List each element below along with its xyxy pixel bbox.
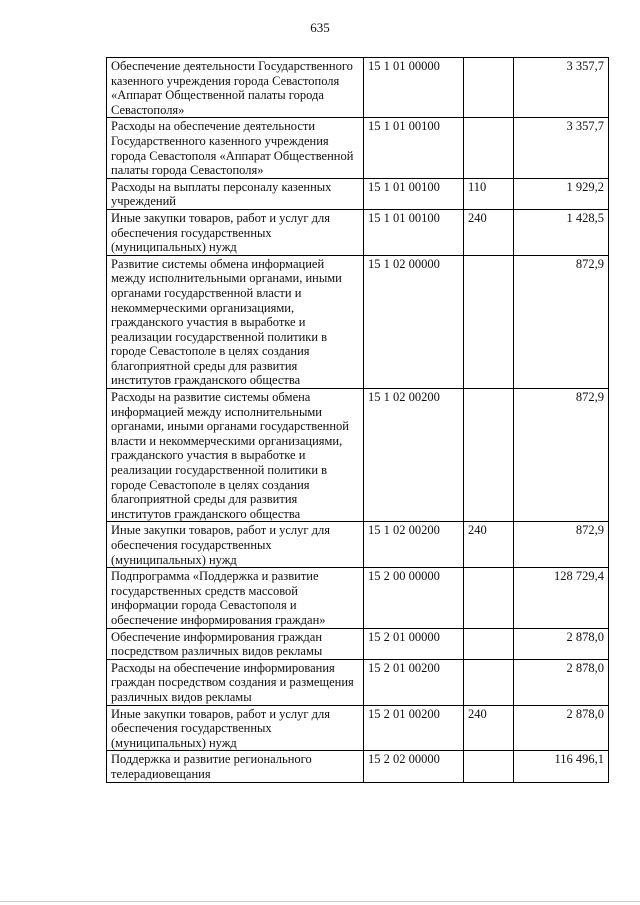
row-target-code: 15 1 02 00200: [364, 522, 464, 568]
row-amount: 2 878,0: [514, 628, 609, 659]
row-amount: 116 496,1: [514, 751, 609, 782]
table-row: [107, 522, 609, 568]
row-target-code: 15 2 01 00000: [364, 628, 464, 659]
row-expense-type: 240: [464, 522, 514, 568]
row-name: Иные закупки товаров, работ и услуг для обеспечения государственных (муниципальных) нужд: [107, 209, 364, 255]
row-target-code: 15 2 00 00000: [364, 568, 464, 628]
row-amount: 1 428,5: [514, 209, 609, 255]
page-bottom-edge: [0, 901, 640, 902]
row-name: Обеспечение деятельности Государственного казенного учреждения города Севастополя «Аппарат Общественной палаты города Севастополя»: [107, 58, 364, 118]
row-target-code: 15 1 01 00100: [364, 209, 464, 255]
page-number: 635: [310, 20, 330, 35]
row-expense-type: [464, 389, 514, 522]
row-amount: 872,9: [514, 522, 609, 568]
table-row: [107, 705, 609, 751]
row-expense-type: [464, 568, 514, 628]
row-amount: 3 357,7: [514, 58, 609, 118]
row-expense-type: [464, 751, 514, 782]
row-name: Иные закупки товаров, работ и услуг для обеспечения государственных (муниципальных) нужд: [107, 522, 364, 568]
table-row: [107, 58, 609, 118]
table-row: [107, 209, 609, 255]
row-name: Поддержка и развитие регионального телерадиовещания: [107, 751, 364, 782]
table-row: [107, 389, 609, 522]
row-target-code: 15 2 01 00200: [364, 705, 464, 751]
row-expense-type: [464, 255, 514, 388]
row-target-code: 15 1 01 00100: [364, 178, 464, 209]
row-amount: 128 729,4: [514, 568, 609, 628]
row-name: Расходы на обеспечение деятельности Государственного казенного учреждения города Севастополя «Аппарат Общественной палаты города Севастополя»: [107, 118, 364, 178]
row-expense-type: 240: [464, 209, 514, 255]
row-expense-type: [464, 118, 514, 178]
row-expense-type: [464, 58, 514, 118]
row-amount: 3 357,7: [514, 118, 609, 178]
row-name: Расходы на выплаты персоналу казенных учреждений: [107, 178, 364, 209]
row-name: Расходы на обеспечение информирования граждан посредством создания и размещения различных видов рекламы: [107, 659, 364, 705]
table-row: [107, 255, 609, 388]
row-target-code: 15 1 02 00200: [364, 389, 464, 522]
row-expense-type: 240: [464, 705, 514, 751]
row-name: Расходы на развитие системы обмена информацией между исполнительными органами, иными органами государственной власти и некоммерческими организациями, гражданского участия в выработке и реализации государственной политики в городе Севастополе в целях создания благоприятной среды для развития институтов гражданского общества: [107, 389, 364, 522]
row-expense-type: 110: [464, 178, 514, 209]
table-row: [107, 628, 609, 659]
table-row: [107, 751, 609, 782]
table-row: [107, 659, 609, 705]
row-expense-type: [464, 659, 514, 705]
row-target-code: 15 2 02 00000: [364, 751, 464, 782]
row-amount: 872,9: [514, 389, 609, 522]
row-amount: 2 878,0: [514, 659, 609, 705]
budget-table: [106, 57, 609, 783]
row-amount: 872,9: [514, 255, 609, 388]
row-amount: 2 878,0: [514, 705, 609, 751]
row-target-code: 15 1 02 00000: [364, 255, 464, 388]
row-amount: 1 929,2: [514, 178, 609, 209]
table-row: [107, 118, 609, 178]
row-target-code: 15 2 01 00200: [364, 659, 464, 705]
row-name: Иные закупки товаров, работ и услуг для обеспечения государственных (муниципальных) нужд: [107, 705, 364, 751]
row-name: Развитие системы обмена информацией между исполнительными органами, иными органами государственной власти и некоммерческими организациями, гражданского участия в выработке и реализации государственной политики в городе Севастополе в целях создания благоприятной среды для развития институтов гражданского общества: [107, 255, 364, 388]
row-target-code: 15 1 01 00100: [364, 118, 464, 178]
table-row: [107, 568, 609, 628]
row-target-code: 15 1 01 00000: [364, 58, 464, 118]
table-row: [107, 178, 609, 209]
row-expense-type: [464, 628, 514, 659]
row-name: Подпрограмма «Поддержка и развитие государственных средств массовой информации города Севастополя и обеспечение информирования граждан»: [107, 568, 364, 628]
row-name: Обеспечение информирования граждан посредством различных видов рекламы: [107, 628, 364, 659]
